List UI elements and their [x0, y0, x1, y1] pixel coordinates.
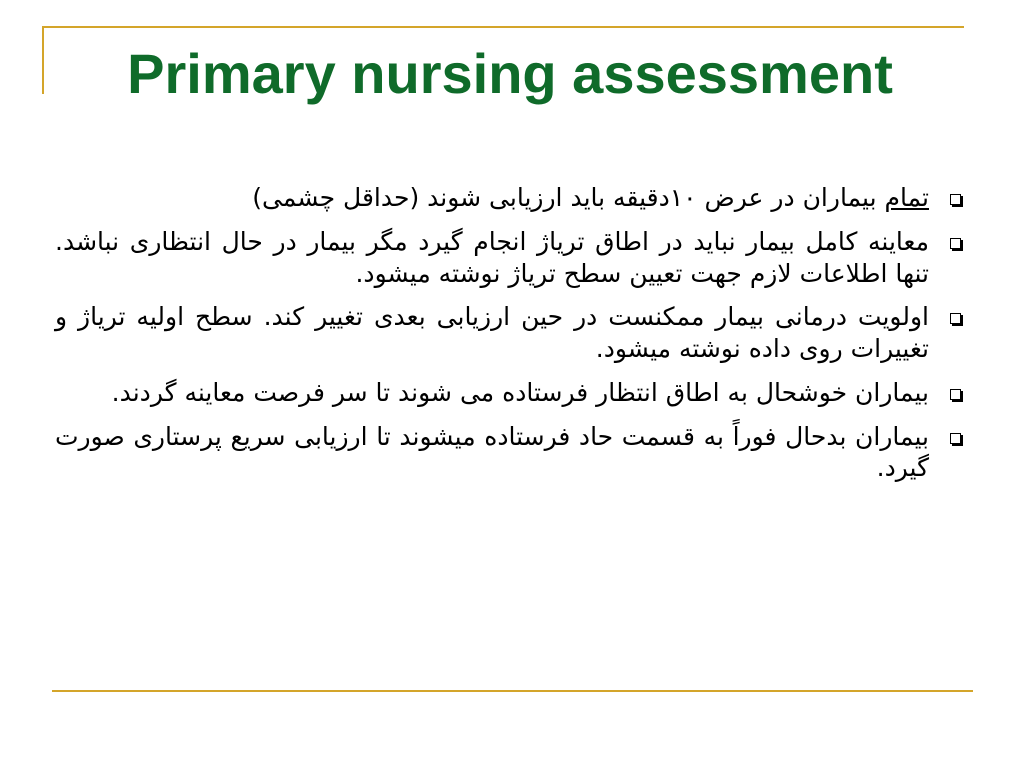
bullet-item	[55, 301, 965, 365]
square-bullet-icon	[950, 389, 961, 400]
square-bullet-icon	[950, 433, 961, 444]
square-bullet-icon	[950, 194, 961, 205]
bullet-underlined-lead: تمام	[884, 183, 929, 212]
bullet-text: معاینه کامل بیمار نباید در اطاق تریاژ انجام گیرد مگر بیمار در حال انتظاری نباشد. تنها اطلاعات لازم جهت تعیین سطح تریاژ نوشته میشود.	[55, 226, 929, 288]
bullet-text: بیماران در عرض ۱۰دقیقه باید ارزیابی شوند (حداقل چشمی)	[252, 183, 885, 212]
bullet-item	[55, 421, 965, 485]
bullet-text: بیماران بدحال فوراً به قسمت حاد فرستاده میشوند تا ارزیابی سریع پرستاری صورت گیرد.	[55, 421, 929, 483]
square-bullet-icon	[950, 238, 961, 249]
bullet-item	[55, 377, 965, 409]
bullet-list	[55, 182, 965, 496]
left-accent-line	[42, 26, 44, 94]
bullet-item	[55, 226, 965, 290]
bottom-divider-line	[52, 690, 973, 692]
square-bullet-icon	[950, 313, 961, 324]
bullet-item	[55, 182, 965, 214]
top-divider-line	[42, 26, 964, 28]
bullet-text: بیماران خوشحال به اطاق انتظار فرستاده می شوند تا سر فرصت معاینه گردند.	[111, 377, 929, 407]
bullet-text: اولویت درمانی بیمار ممکنست در حین ارزیابی بعدی تغییر کند. سطح اولیه تریاژ و تغییرات روی داده نوشته میشود.	[55, 302, 929, 363]
slide-title: Primary nursing assessment	[127, 42, 893, 105]
